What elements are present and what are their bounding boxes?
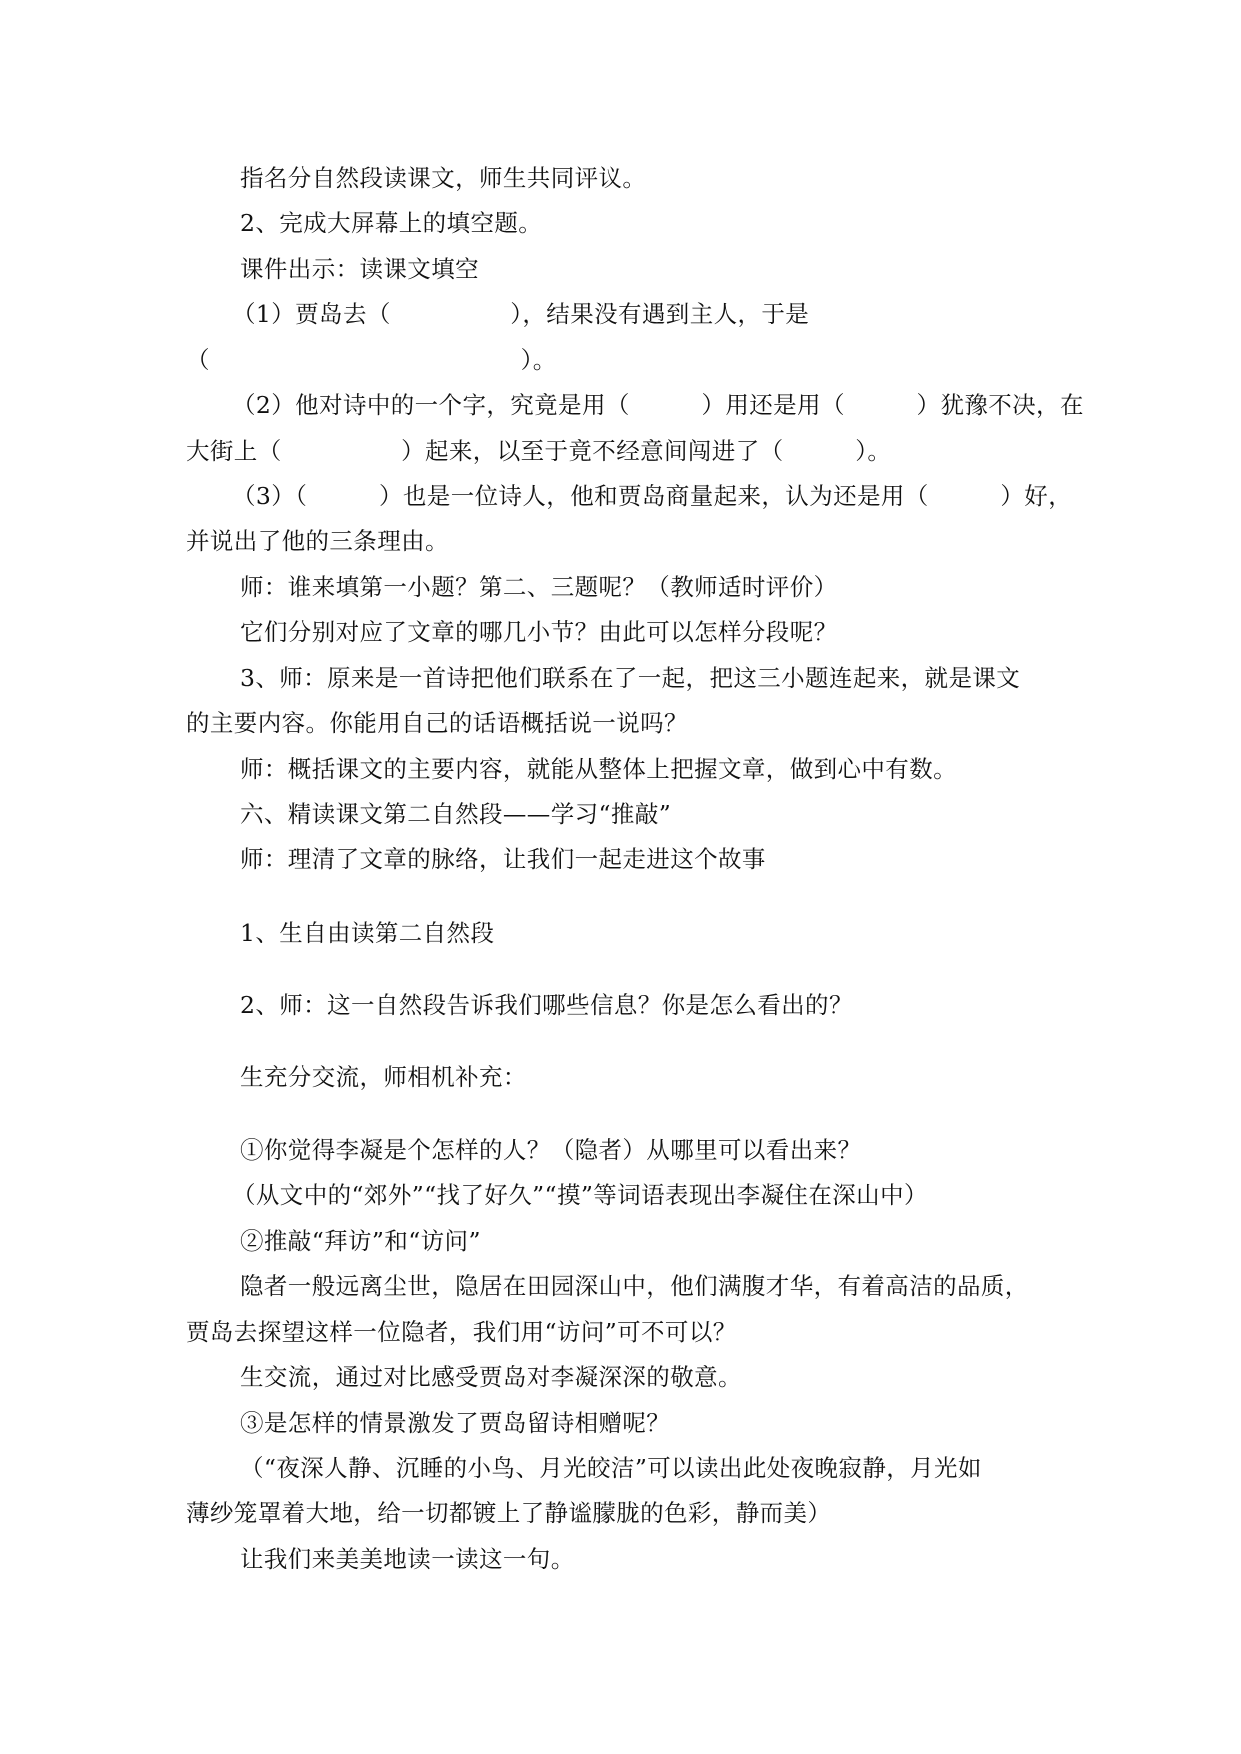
paragraph-line: 生交流，通过对比感受贾岛对李凝深深的敬意。: [240, 1363, 742, 1391]
paragraph-line: 师：谁来填第一小题？第二、三题呢？（教师适时评价）: [240, 573, 838, 601]
paragraph-line: （ ）。: [186, 346, 557, 374]
paragraph-line: 3、师：原来是一首诗把他们联系在了一起，把这三小题连起来，就是课文: [240, 664, 1021, 692]
paragraph-line: ③是怎样的情景激发了贾岛留诗相赠呢？: [240, 1409, 671, 1437]
paragraph-line: 指名分自然段读课文，师生共同评议。: [240, 164, 647, 192]
paragraph-line: （从文中的“郊外”“找了好久”“摸”等词语表现出李凝住在深山中）: [232, 1181, 928, 1209]
paragraph-line: 的主要内容。你能用自己的话语概括说一说吗？: [186, 709, 688, 737]
paragraph-line: 并说出了他的三条理由。: [186, 527, 449, 555]
paragraph-line: 课件出示：读课文填空: [240, 255, 479, 283]
paragraph-line: 生充分交流，师相机补充：: [240, 1063, 527, 1091]
paragraph-line: ②推敲“拜访”和“访问”: [240, 1227, 481, 1255]
paragraph-line: （3）（ ）也是一位诗人，他和贾岛商量起来，认为还是用（ ）好，: [232, 482, 1073, 510]
paragraph-line: 隐者一般远离尘世，隐居在田园深山中，他们满腹才华，有着高洁的品质，: [240, 1272, 1029, 1300]
paragraph-line: 让我们来美美地读一读这一句。: [240, 1545, 575, 1573]
paragraph-line: 薄纱笼罩着大地，给一切都镀上了静谧朦胧的色彩，静而美）: [186, 1499, 832, 1527]
paragraph-line: ①你觉得李凝是个怎样的人？（隐者）从哪里可以看出来？: [240, 1136, 862, 1164]
paragraph-line: 大街上（ ）起来，以至于竟不经意间闯进了（ ）。: [186, 437, 892, 465]
paragraph-line: 师：概括课文的主要内容，就能从整体上把握文章，做到心中有数。: [240, 755, 957, 783]
paragraph-line: （1）贾岛去（ ），结果没有遇到主人，于是: [232, 300, 810, 328]
paragraph-line: 1、生自由读第二自然段: [240, 919, 495, 947]
paragraph-line: 它们分别对应了文章的哪几小节？由此可以怎样分段呢？: [240, 618, 838, 646]
paragraph-line: （“夜深人静、沉睡的小鸟、月光皎洁”可以读出此处夜晚寂静，月光如: [240, 1454, 982, 1482]
paragraph-line: 师：理清了文章的脉络，让我们一起走进这个故事: [240, 845, 766, 873]
paragraph-line: （2）他对诗中的一个字，究竟是用（ ）用还是用（ ）犹豫不决，在: [232, 391, 1084, 419]
paragraph-line: 贾岛去探望这样一位隐者，我们用“访问”可不可以？: [186, 1318, 737, 1346]
section-heading: 六、精读课文第二自然段——学习“推敲”: [240, 800, 672, 828]
paragraph-line: 2、完成大屏幕上的填空题。: [240, 209, 543, 237]
paragraph-line: 2、师：这一自然段告诉我们哪些信息？你是怎么看出的？: [240, 991, 853, 1019]
